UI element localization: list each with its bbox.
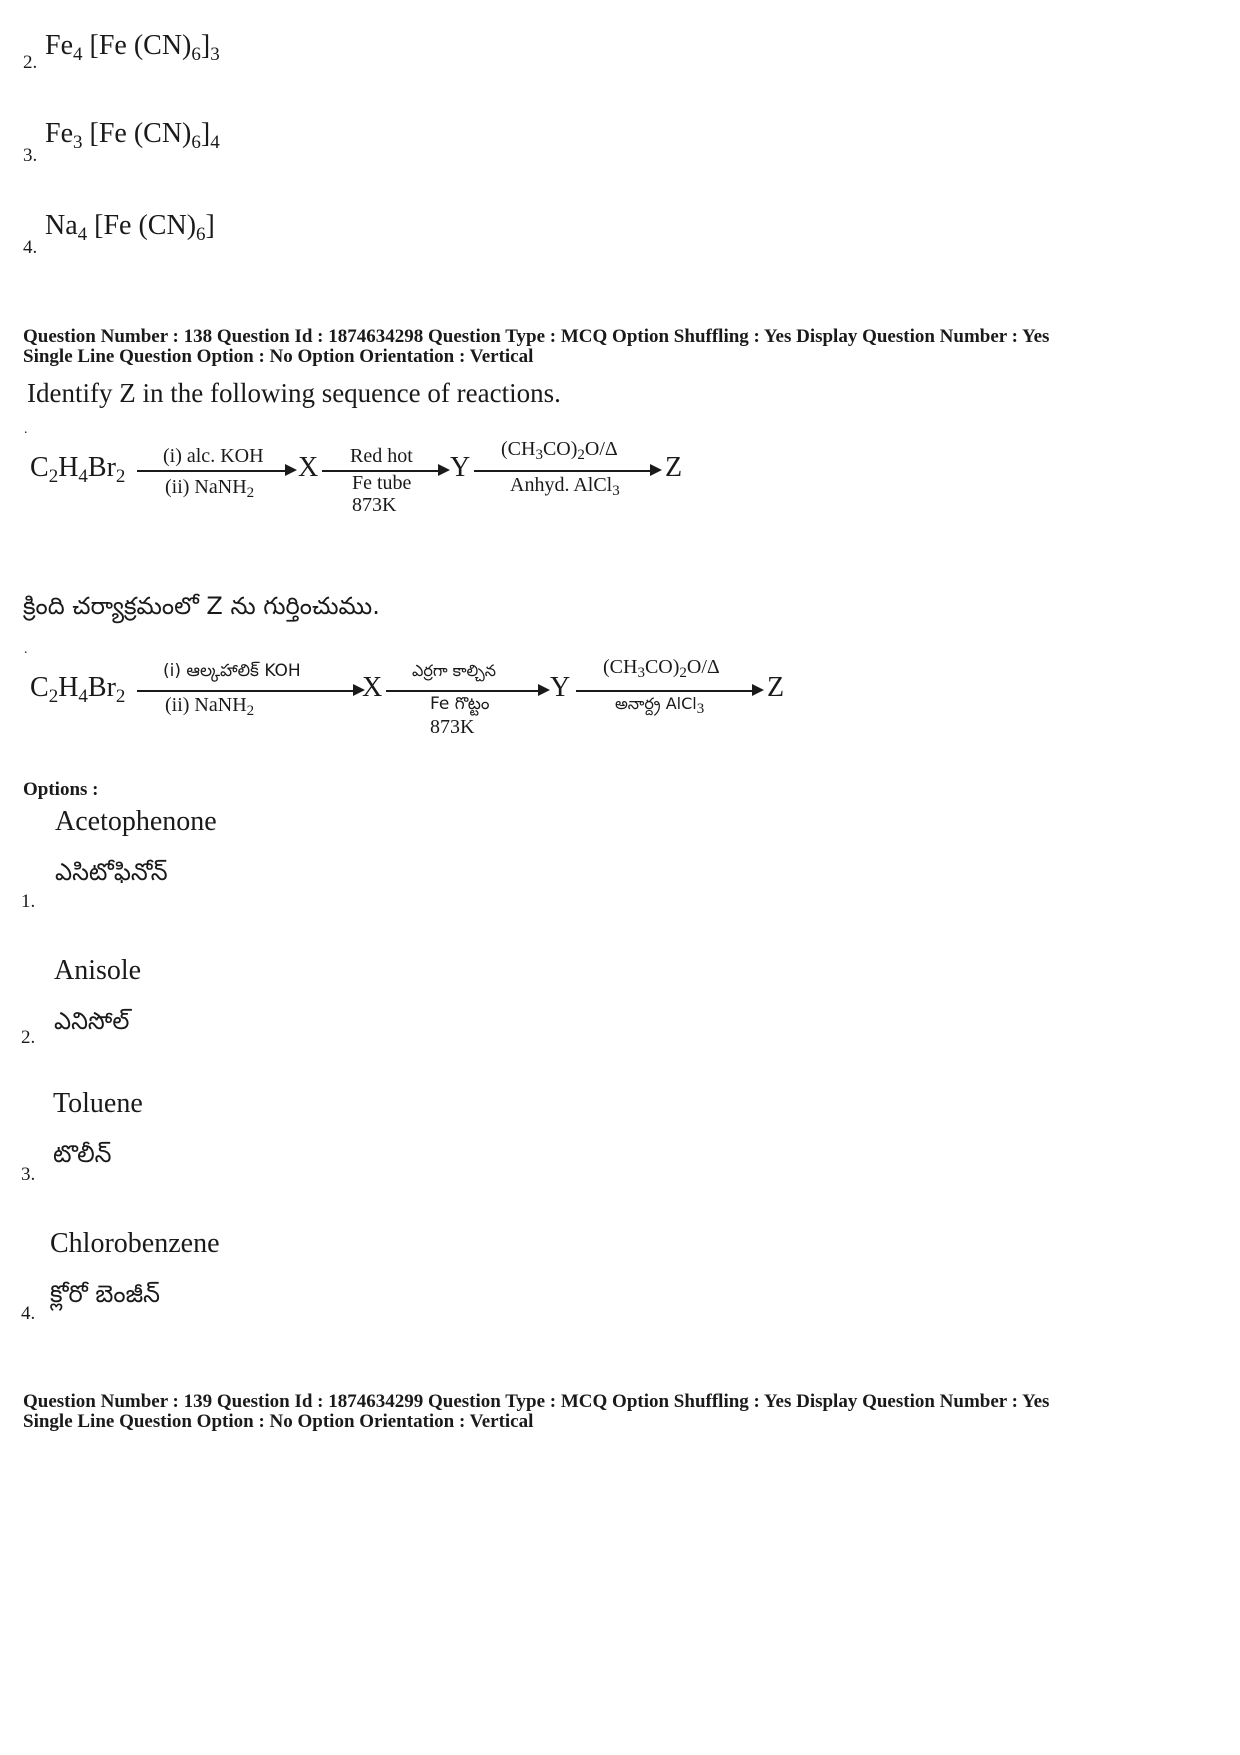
step1-reagent-top: (i) alc. KOH — [163, 445, 264, 467]
step2-temperature: 873K — [352, 494, 397, 516]
meta-line-2: Single Line Question Option : No Option Orientation : Vertical — [23, 1411, 534, 1432]
arrow-1-head — [285, 464, 297, 476]
arrow-1 — [137, 690, 355, 692]
option-number: 2. — [21, 1027, 36, 1048]
option-number: 1. — [21, 891, 36, 912]
question-meta-139 — [23, 1392, 1049, 1432]
step1-reagent-top: (i) ఆల్కహాలిక్ KOH — [163, 661, 301, 681]
meta-line-1: Question Number : 139 Question Id : 1874634299 Question Type : MCQ Option Shuffling : Yes Display Question Number : Yes — [23, 1391, 1050, 1412]
meta-line-1: Question Number : 138 Question Id : 1874634298 Question Type : MCQ Option Shuffling : Yes Display Question Number : Yes — [23, 326, 1050, 347]
reactant: $C_2H_4Br_2$ — [30, 672, 126, 707]
product-z: Z — [767, 672, 785, 703]
option-formula: $Na_4$ [Fe $(CN)_6$] — [45, 210, 215, 245]
option-number: 2. — [23, 52, 38, 73]
question-text-en: Identify Z in the following sequence of reactions. — [27, 378, 561, 408]
step2-condition-bottom: Fe tube — [352, 472, 412, 494]
intermediate-y: Y — [450, 452, 471, 483]
product-z: Z — [665, 452, 683, 483]
arrow-2-head — [538, 684, 550, 696]
option-text-en: Anisole — [54, 955, 142, 986]
options-label: Options : — [23, 779, 99, 800]
step1-reagent-bottom: (ii) NaNH$_2$ — [165, 476, 255, 501]
option-number: 3. — [23, 145, 38, 166]
step2-temperature: 873K — [430, 716, 475, 738]
arrow-3-head — [752, 684, 764, 696]
question-text-te: క్రింది చర్యాక్రమంలో Z ను గుర్తించుము. — [23, 592, 380, 620]
option-number: 3. — [21, 1164, 36, 1185]
option-text-te: ఎసిటోఫినోన్ — [55, 858, 168, 886]
step3-reagent-bottom: అనార్ద్ర AlCl$_3$ — [615, 694, 705, 717]
dot-marker: . — [24, 642, 28, 657]
option-formula: $Fe_3$ [Fe $(CN)_6]_4$ — [45, 118, 220, 153]
step2-condition-bottom: Fe గొట్టం — [430, 694, 490, 714]
option-text-te: టొలీన్ — [53, 1140, 112, 1168]
option-text-en: Chlorobenzene — [50, 1228, 220, 1259]
option-text-te: ఎనిసోల్ — [54, 1007, 130, 1035]
intermediate-x: X — [298, 452, 319, 483]
step3-reagent-bottom: Anhyd. AlCl$_3$ — [510, 474, 620, 499]
step3-reagent-top: $(CH_3CO)_2O/\Delta$ — [501, 438, 618, 463]
option-formula: $Fe_4$ [Fe $(CN)_6]_3$ — [45, 30, 220, 65]
step3-reagent-top: $(CH_3CO)_2O/\Delta$ — [603, 656, 720, 681]
intermediate-x: X — [362, 672, 383, 703]
option-text-en: Toluene — [53, 1088, 143, 1119]
option-text-en: Acetophenone — [55, 806, 217, 837]
option-number: 4. — [21, 1303, 36, 1324]
step2-condition-top: ఎర్రగా కాల్చిన — [412, 661, 497, 680]
reactant: $C_2H_4Br_2$ — [30, 452, 126, 487]
option-text-te: క్లోరో బెంజీన్ — [50, 1280, 160, 1308]
meta-line-2: Single Line Question Option : No Option Orientation : Vertical — [23, 346, 534, 367]
intermediate-y: Y — [550, 672, 571, 703]
arrow-1 — [137, 470, 287, 472]
question-meta-138 — [23, 327, 1049, 367]
arrow-2-head — [438, 464, 450, 476]
step1-reagent-bottom: (ii) NaNH$_2$ — [165, 694, 255, 719]
arrow-3-head — [650, 464, 662, 476]
dot-marker: . — [24, 422, 28, 437]
step2-condition-top: Red hot — [350, 445, 413, 467]
option-number: 4. — [23, 237, 38, 258]
arrow-3 — [474, 470, 652, 472]
